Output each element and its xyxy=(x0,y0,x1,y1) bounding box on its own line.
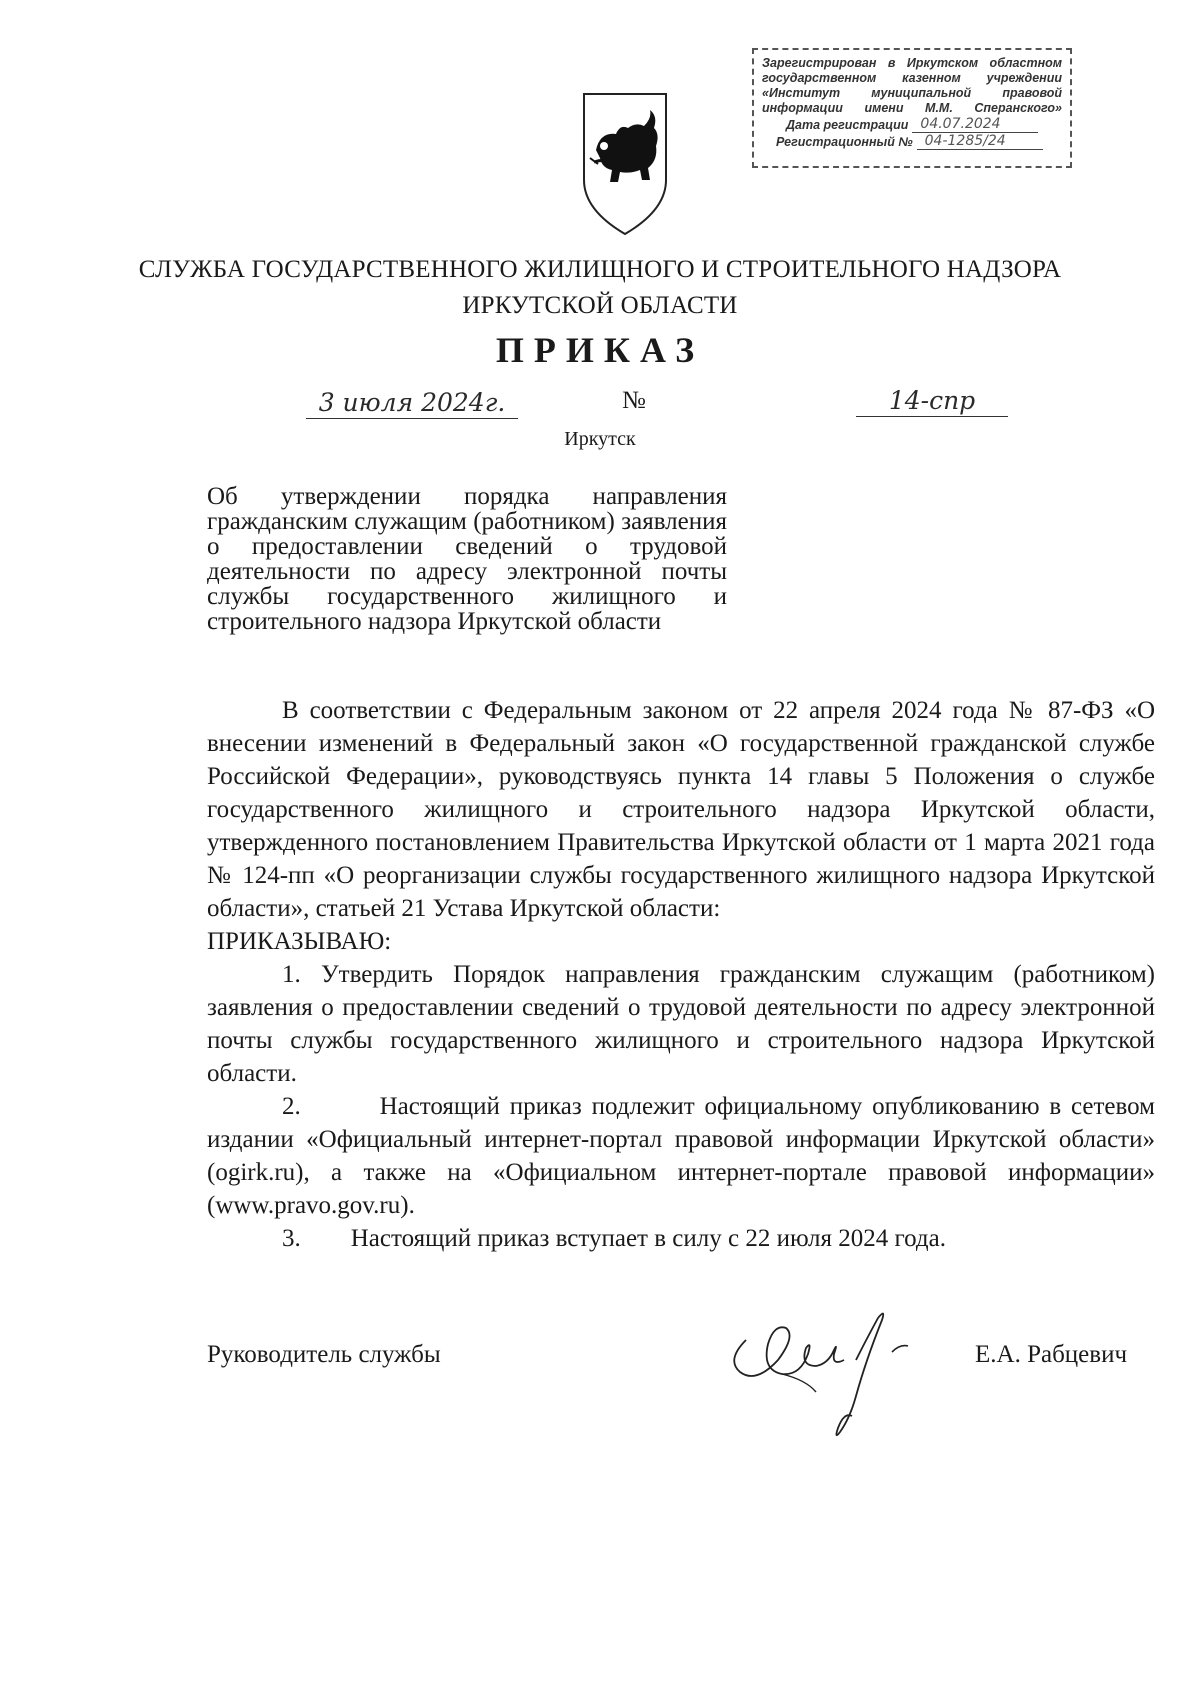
signature-icon xyxy=(716,1300,946,1450)
item-text: Утвердить Порядок направления гражданским служащим (работником) заявления о предоставлении сведений о трудовой деятельности по адресу электронной почты службы государственного жилищного и строительного надзора Иркутской области. xyxy=(207,961,1156,1087)
organization-name-line1: СЛУЖБА ГОСУДАРСТВЕННОГО ЖИЛИЩНОГО И СТРОИТЕЛЬНОГО НАДЗОРА xyxy=(138,256,1062,283)
item-number: 2. xyxy=(282,1093,301,1120)
stamp-date-value: 04.07.2024 xyxy=(912,116,1038,133)
item-text: Настоящий приказ подлежит официальному опубликованию в сетевом издании «Официальный интернет-портал правовой информации Иркутской области» (ogirk.ru), а также на «Официальном интернет-портале правовой информации» (www.pravo.gov.ru). xyxy=(207,1093,1155,1219)
number-sign: № xyxy=(622,387,646,414)
signatory-name: Е.А. Рабцевич xyxy=(975,1341,1128,1368)
stamp-line: «Институт муниципальной правовой xyxy=(762,86,1062,100)
document-date: 3 июля 2024г. xyxy=(306,388,518,419)
stamp-reg-field xyxy=(776,133,1062,150)
coat-of-arms-icon xyxy=(578,88,672,238)
document-body xyxy=(207,694,1155,1255)
document-number: 14-спр xyxy=(856,386,1008,417)
city-name: Иркутск xyxy=(564,428,636,450)
organization-name-line2: ИРКУТСКОЙ ОБЛАСТИ xyxy=(462,292,738,319)
list-item xyxy=(207,958,1155,1090)
stamp-date-label: Дата регистрации xyxy=(786,118,909,132)
list-item xyxy=(207,1222,1155,1255)
stamp-reg-label: Регистрационный № xyxy=(776,135,913,149)
registration-stamp xyxy=(752,48,1072,168)
document-subject: Об утверждении порядка направления гражданским служащим (работником) заявления о предоставлении сведений о трудовой деятельности по адресу электронной почты службы государственного жилищного и строительного надзора Иркутской области xyxy=(207,483,727,635)
stamp-reg-value: 04-1285/24 xyxy=(917,133,1043,150)
item-number: 1. xyxy=(282,961,301,988)
item-text: Настоящий приказ вступает в силу с 22 июля 2024 года. xyxy=(350,1225,946,1252)
preamble-paragraph: В соответствии с Федеральным законом от 22 апреля 2024 года № 87-ФЗ «О внесении изменений в Федеральный закон «О государственной гражданской службе Российской Федерации», руководствуясь пункта 14 главы 5 Положения о службе государственного жилищного и строительного надзора Иркутской области, утвержденного постановлением Правительства Иркутской области от 1 марта 2021 года № 124-пп «О реорганизации службы государственного жилищного надзора Иркутской области», статьей 21 Устава Иркутской области: xyxy=(207,697,1155,922)
stamp-line: информации имени М.М. Сперанского» xyxy=(762,101,1062,115)
order-word: ПРИКАЗЫВАЮ: xyxy=(207,928,392,955)
stamp-line: государственном казенном учреждении xyxy=(762,71,1062,85)
document-type-title: ПРИКАЗ xyxy=(495,330,705,370)
stamp-date-field xyxy=(786,116,1062,133)
stamp-line: Зарегистрирован в Иркутском областном xyxy=(762,56,1062,70)
item-number: 3. xyxy=(282,1225,301,1252)
signatory-position: Руководитель службы xyxy=(207,1341,441,1368)
list-item xyxy=(207,1090,1155,1222)
